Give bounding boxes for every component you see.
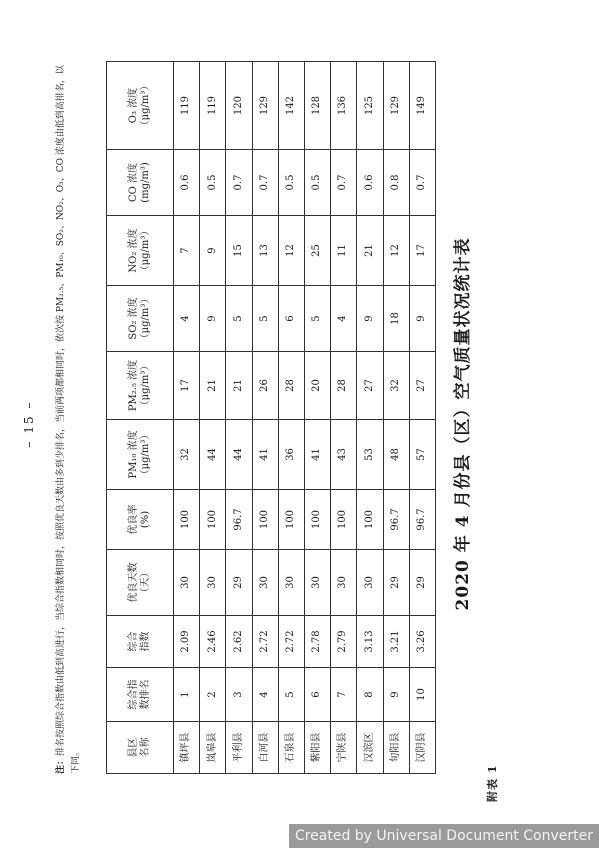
table-row — [304, 62, 330, 774]
table-cell: 15 — [226, 216, 252, 286]
table-cell: 0.6 — [357, 150, 383, 216]
table-cell: 2.72 — [278, 616, 304, 668]
column-header — [107, 616, 174, 668]
converter-watermark: Created by Universal Document Converter — [289, 824, 599, 848]
table-cell: 0.8 — [383, 150, 409, 216]
table-cell: 41 — [252, 420, 278, 490]
table-cell: 29 — [383, 550, 409, 616]
table-cell: 44 — [226, 420, 252, 490]
table-cell: 0.6 — [174, 150, 200, 216]
column-header-line1: 县区 — [127, 737, 139, 758]
table-cell: 2.46 — [200, 616, 226, 668]
table-cell: 53 — [357, 420, 383, 490]
table-row — [357, 62, 383, 774]
column-header-line2: （天） — [140, 567, 151, 598]
table-cell: 5 — [226, 286, 252, 352]
county-name-cell: 宁陕县 — [331, 722, 357, 774]
table-cell: 20 — [304, 352, 330, 420]
table-cell: 30 — [278, 550, 304, 616]
county-name-cell: 白河县 — [252, 722, 278, 774]
column-header-line1: PM₂.₅ 浓度 — [127, 359, 139, 412]
table-cell: 30 — [252, 550, 278, 616]
table-title: 2020 年 4 月份县（区）空气质量状况统计表 — [453, 237, 473, 611]
table-cell: 2.79 — [331, 616, 357, 668]
table-cell: 21 — [226, 352, 252, 420]
table-row — [200, 62, 226, 774]
column-header — [107, 216, 174, 286]
table-cell: 3.21 — [383, 616, 409, 668]
column-header — [107, 286, 174, 352]
column-header — [107, 722, 174, 774]
column-header — [107, 668, 174, 722]
table-cell: 9 — [409, 286, 435, 352]
table-cell: 100 — [200, 490, 226, 550]
table-body — [174, 62, 436, 774]
county-name-cell: 平利县 — [226, 722, 252, 774]
table-cell: 3.13 — [357, 616, 383, 668]
table-cell: 7 — [331, 668, 357, 722]
table-cell: 7 — [174, 216, 200, 286]
table-cell: 100 — [252, 490, 278, 550]
table-cell: 21 — [200, 352, 226, 420]
table-cell: 30 — [174, 550, 200, 616]
table-cell: 29 — [226, 550, 252, 616]
table-cell: 100 — [304, 490, 330, 550]
column-header — [107, 420, 174, 490]
table-cell: 136 — [331, 62, 357, 150]
column-header-line1: PM₁₀ 浓度 — [127, 430, 139, 479]
table-cell: 29 — [409, 550, 435, 616]
column-header-line2: (%) — [140, 510, 151, 529]
table-cell: 5 — [278, 668, 304, 722]
county-name-cell: 汉滨区 — [357, 722, 383, 774]
table-header-row — [107, 62, 174, 774]
table-cell: 9 — [200, 286, 226, 352]
table-cell: 96.7 — [409, 490, 435, 550]
column-header-line2: （μg/m³） — [140, 360, 151, 411]
column-header-line1: CO 浓度 — [127, 162, 139, 203]
table-cell: 44 — [200, 420, 226, 490]
table-cell: 30 — [331, 550, 357, 616]
table-cell: 17 — [409, 216, 435, 286]
table-cell: 4 — [252, 668, 278, 722]
column-header — [107, 352, 174, 420]
table-cell: 2.62 — [226, 616, 252, 668]
table-cell: 12 — [383, 216, 409, 286]
column-header-line2: 指数 — [140, 631, 151, 652]
table-cell: 27 — [357, 352, 383, 420]
table-cell: 96.7 — [226, 490, 252, 550]
table-cell: 100 — [278, 490, 304, 550]
table-cell: 0.5 — [278, 150, 304, 216]
table-cell: 119 — [200, 62, 226, 150]
table-cell: 3.26 — [409, 616, 435, 668]
column-header-line2: （μg/m³） — [140, 429, 151, 480]
table-cell: 100 — [331, 490, 357, 550]
table-cell: 0.7 — [409, 150, 435, 216]
table-cell: 129 — [252, 62, 278, 150]
column-header-line2: (mg/m³) — [140, 162, 151, 203]
column-header — [107, 490, 174, 550]
table-cell: 9 — [200, 216, 226, 286]
table-cell: 4 — [331, 286, 357, 352]
table-cell: 142 — [278, 62, 304, 150]
column-header — [107, 550, 174, 616]
table-cell: 5 — [252, 286, 278, 352]
table-row — [331, 62, 357, 774]
annex-label: 附表 1 — [486, 764, 499, 802]
county-name-cell: 紫阳县 — [304, 722, 330, 774]
table-cell: 0.7 — [226, 150, 252, 216]
table-cell: 4 — [174, 286, 200, 352]
table-cell: 6 — [304, 668, 330, 722]
table-cell: 96.7 — [383, 490, 409, 550]
county-name-cell: 汉阴县 — [409, 722, 435, 774]
table-cell: 57 — [409, 420, 435, 490]
column-header-line2: （μg/m³） — [140, 293, 151, 344]
table-cell: 25 — [304, 216, 330, 286]
table-cell: 129 — [383, 62, 409, 150]
table-cell: 48 — [383, 420, 409, 490]
column-header-line1: 综合指 — [127, 679, 139, 710]
table-cell: 0.7 — [331, 150, 357, 216]
table-cell: 12 — [278, 216, 304, 286]
county-name-cell: 镇坪县 — [174, 722, 200, 774]
column-header-line2: （μg/m³） — [140, 80, 151, 131]
county-name-cell: 岚皋县 — [200, 722, 226, 774]
column-header-line1: NO₂ 浓度 — [127, 228, 139, 273]
table-cell: 26 — [252, 352, 278, 420]
table-cell: 10 — [409, 668, 435, 722]
table-row — [252, 62, 278, 774]
table-cell: 2 — [200, 668, 226, 722]
table-cell: 30 — [357, 550, 383, 616]
table-cell: 2.72 — [252, 616, 278, 668]
table-cell: 27 — [409, 352, 435, 420]
table-cell: 5 — [304, 286, 330, 352]
column-header — [107, 150, 174, 216]
table-cell: 17 — [174, 352, 200, 420]
table-cell: 119 — [174, 62, 200, 150]
table-cell: 9 — [357, 286, 383, 352]
table-cell: 125 — [357, 62, 383, 150]
footnote-text: 排名按照综合指数由低到高进行，当综合指数相同时，按照优良天数由多到少排名，当前两项都相同时，依次按 PM₂.₅、PM₁₀、SO₂、NO₂、O₃、CO 浓度由低到高排名，以下同。 — [56, 65, 81, 774]
table-row — [226, 62, 252, 774]
table-row — [174, 62, 200, 774]
column-header-line2: 数排名 — [140, 679, 151, 710]
table-cell: 30 — [200, 550, 226, 616]
table-cell: 128 — [304, 62, 330, 150]
table-cell: 11 — [331, 216, 357, 286]
table-cell: 3 — [226, 668, 252, 722]
table-cell: 18 — [383, 286, 409, 352]
table-cell: 30 — [304, 550, 330, 616]
table-cell: 32 — [383, 352, 409, 420]
table-footnote — [54, 62, 84, 774]
table-cell: 100 — [174, 490, 200, 550]
table-row — [278, 62, 304, 774]
table-cell: 100 — [357, 490, 383, 550]
table-cell: 28 — [278, 352, 304, 420]
county-name-cell: 旬阳县 — [383, 722, 409, 774]
column-header — [107, 62, 174, 150]
column-header-line1: 优良率 — [127, 504, 139, 535]
column-header-line1: SO₂ 浓度 — [127, 297, 139, 340]
footnote-label: 注： — [56, 755, 66, 774]
table-cell: 13 — [252, 216, 278, 286]
column-header-line2: （μg/m³） — [140, 225, 151, 276]
table-row — [409, 62, 435, 774]
table-cell: 32 — [174, 420, 200, 490]
page-number: – 15 – — [22, 400, 36, 448]
table-cell: 9 — [383, 668, 409, 722]
table-cell: 149 — [409, 62, 435, 150]
table-cell: 43 — [331, 420, 357, 490]
table-row — [383, 62, 409, 774]
table-cell: 2.78 — [304, 616, 330, 668]
table-cell: 0.5 — [304, 150, 330, 216]
table-cell: 41 — [304, 420, 330, 490]
table-cell: 0.7 — [252, 150, 278, 216]
column-header-line1: O₃ 浓度 — [127, 87, 139, 124]
air-quality-table — [106, 61, 436, 774]
table-cell: 1 — [174, 668, 200, 722]
table-cell: 8 — [357, 668, 383, 722]
table-cell: 36 — [278, 420, 304, 490]
column-header-line2: 名称 — [140, 737, 151, 758]
table-cell: 2.09 — [174, 616, 200, 668]
column-header-line1: 综合 — [127, 631, 139, 652]
table-cell: 6 — [278, 286, 304, 352]
county-name-cell: 石泉县 — [278, 722, 304, 774]
table-cell: 0.5 — [200, 150, 226, 216]
column-header-line1: 优良天数 — [127, 562, 139, 603]
table-cell: 28 — [331, 352, 357, 420]
table-cell: 21 — [357, 216, 383, 286]
table-cell: 120 — [226, 62, 252, 150]
